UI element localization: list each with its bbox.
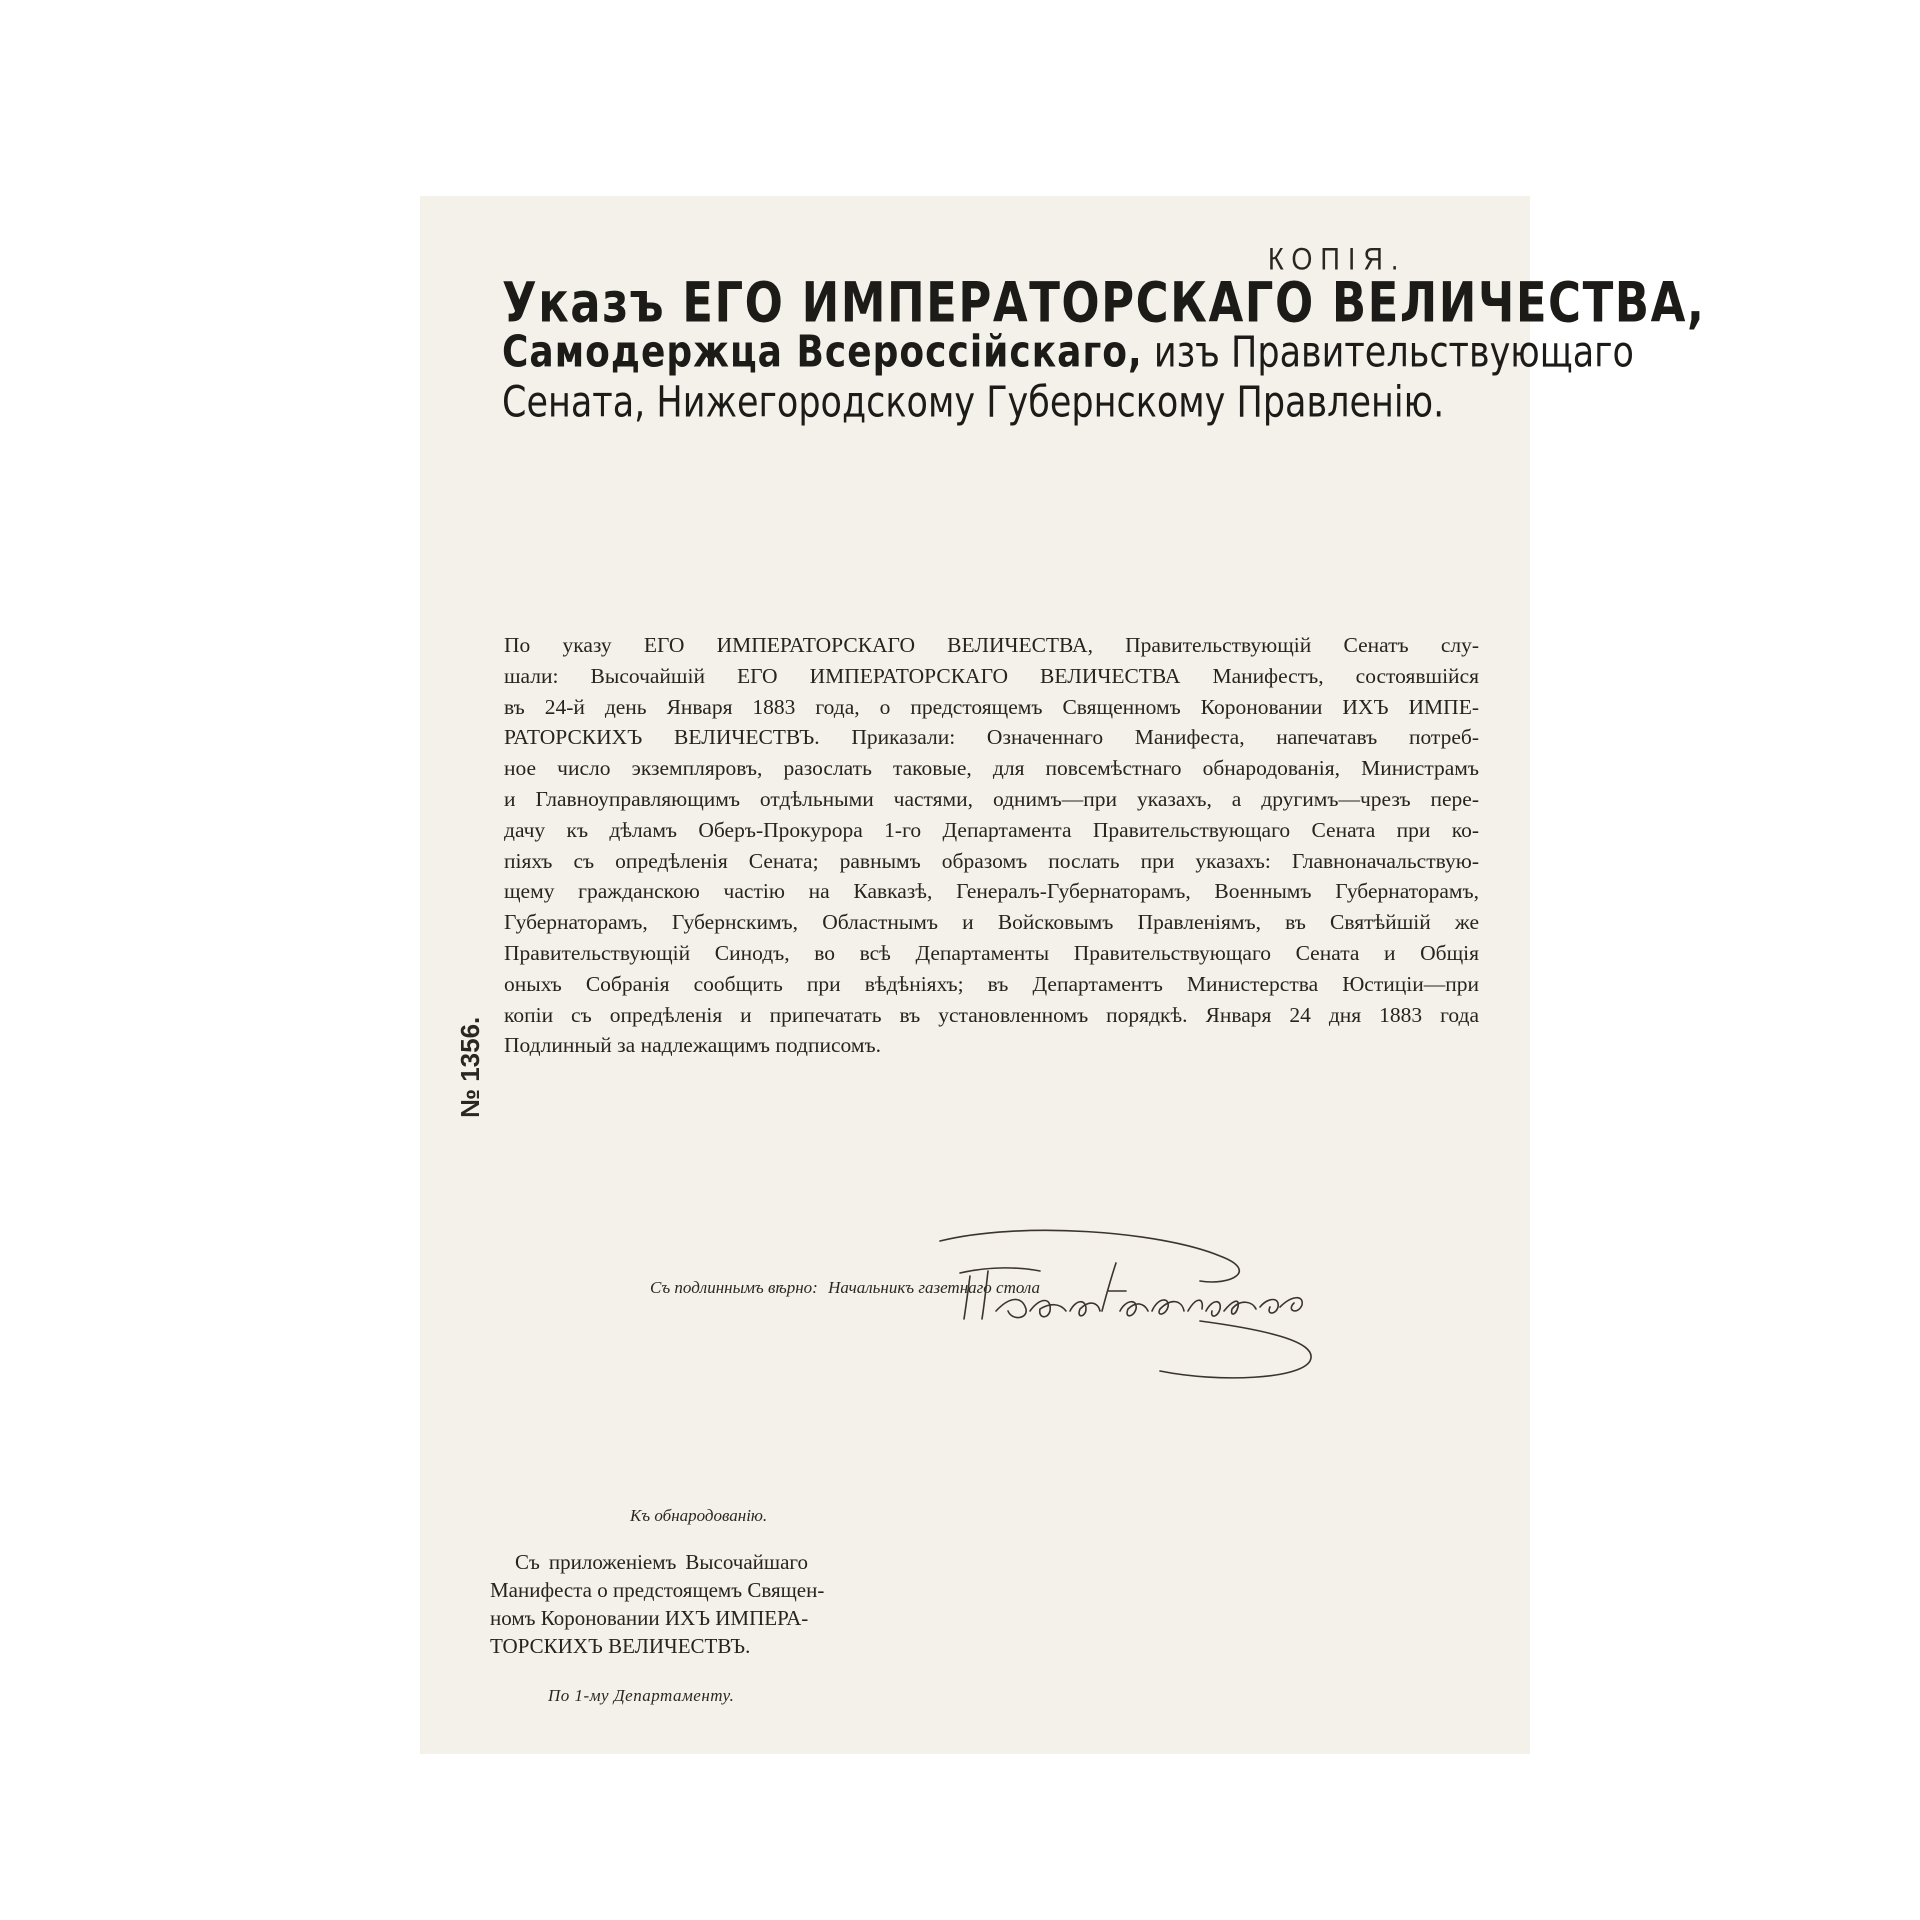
annex-line: номъ Короновании ИХЪ ИМПЕРА- xyxy=(490,1606,809,1630)
handwritten-signature xyxy=(900,1211,1370,1391)
body-line: дачу къ дѣламъ Оберъ-Прокурора 1-го Департамента Правительствующаго Сената при ко- xyxy=(504,817,1479,842)
body-line: Губернаторамъ, Губернскимъ, Областнымъ и Войсковымъ Правленіямъ, въ Святѣйшій же xyxy=(504,910,1479,935)
body-line: РАТОРСКИХЪ ВЕЛИЧЕСТВЪ. Приказали: Означеннаго Манифеста, напечатавъ потреб- xyxy=(504,725,1479,750)
attest-desk-head: Начальникъ газетнаго стола xyxy=(828,1278,1041,1297)
body-line: Правительствующій Синодъ, во всѣ Департаменты Правительствующаго Сената и Общія xyxy=(504,940,1479,965)
annex-line: ТОРСКИХЪ ВЕЛИЧЕСТВЪ. xyxy=(490,1634,751,1658)
document-sheet xyxy=(420,196,1706,1754)
body-line: оныхъ Собранія сообщить при вѣдѣніяхъ; въ Департаментъ Министерства Юстиціи—при xyxy=(504,971,1479,996)
body-line: піяхъ съ опредѣленія Сената; равнымъ образомъ послать при указахъ: Главноначальствую- xyxy=(504,848,1479,873)
department-note: По 1-му Департаменту. xyxy=(548,1686,735,1705)
body-line: шали: Высочайшій ЕГО ИМПЕРАТОРСКАГО ВЕЛИЧЕСТВА Манифестъ, состоявшійся xyxy=(504,663,1479,688)
annex-note xyxy=(490,1548,825,1660)
publication-note: Къ обнародованію. xyxy=(630,1506,768,1525)
body-line: въ 24-й день Января 1883 года, о предстоящемъ Священномъ Короновании ИХЪ ИМПЕ- xyxy=(504,694,1479,719)
body-line: и Главноуправляющимъ отдѣльными частями, однимъ—при указахъ, а другимъ—чрезъ пере- xyxy=(504,786,1479,811)
body-line: щему гражданскою частію на Кавказѣ, Генералъ-Губернаторамъ, Военнымъ Губернаторамъ, xyxy=(504,879,1479,904)
annex-line: Съ приложеніемъ Высочайшаго xyxy=(515,1550,808,1574)
title-line-3: Сената, Нижегородскому Губернскому Правленію. xyxy=(502,378,1445,428)
body-line: ное число экземпляровъ, разослать таковые, для повсемѣстнаго обнародованія, Министрамъ xyxy=(504,756,1479,781)
title-from-senate: изъ Правительствующаго xyxy=(1142,328,1634,378)
title-line-1: Указъ ЕГО ИМПЕРАТОРСКАГО ВЕЛИЧЕСТВА, xyxy=(502,270,1706,335)
body-line: Подлинный за надлежащимъ подписомъ. xyxy=(504,1033,881,1058)
copy-mark: КОПІЯ. xyxy=(1268,242,1407,277)
body-line: По указу ЕГО ИМПЕРАТОРСКАГО ВЕЛИЧЕСТВА, Правительствующій Сенатъ слу- xyxy=(504,633,1479,657)
annex-line: Манифеста о предстоящемъ Священ- xyxy=(490,1578,825,1602)
decree-title xyxy=(502,270,1706,428)
title-autocrat: Самодержца Всероссійскаго, xyxy=(502,327,1143,378)
decree-body xyxy=(504,630,1479,1061)
body-line: копіи съ опредѣленія и припечатать въ установленномъ порядкѣ. Января 24 дня 1883 года xyxy=(504,1002,1479,1027)
document-number: № 1356. xyxy=(455,1016,485,1118)
attest-true-copy: Съ подлиннымъ вѣрно: xyxy=(650,1278,818,1297)
